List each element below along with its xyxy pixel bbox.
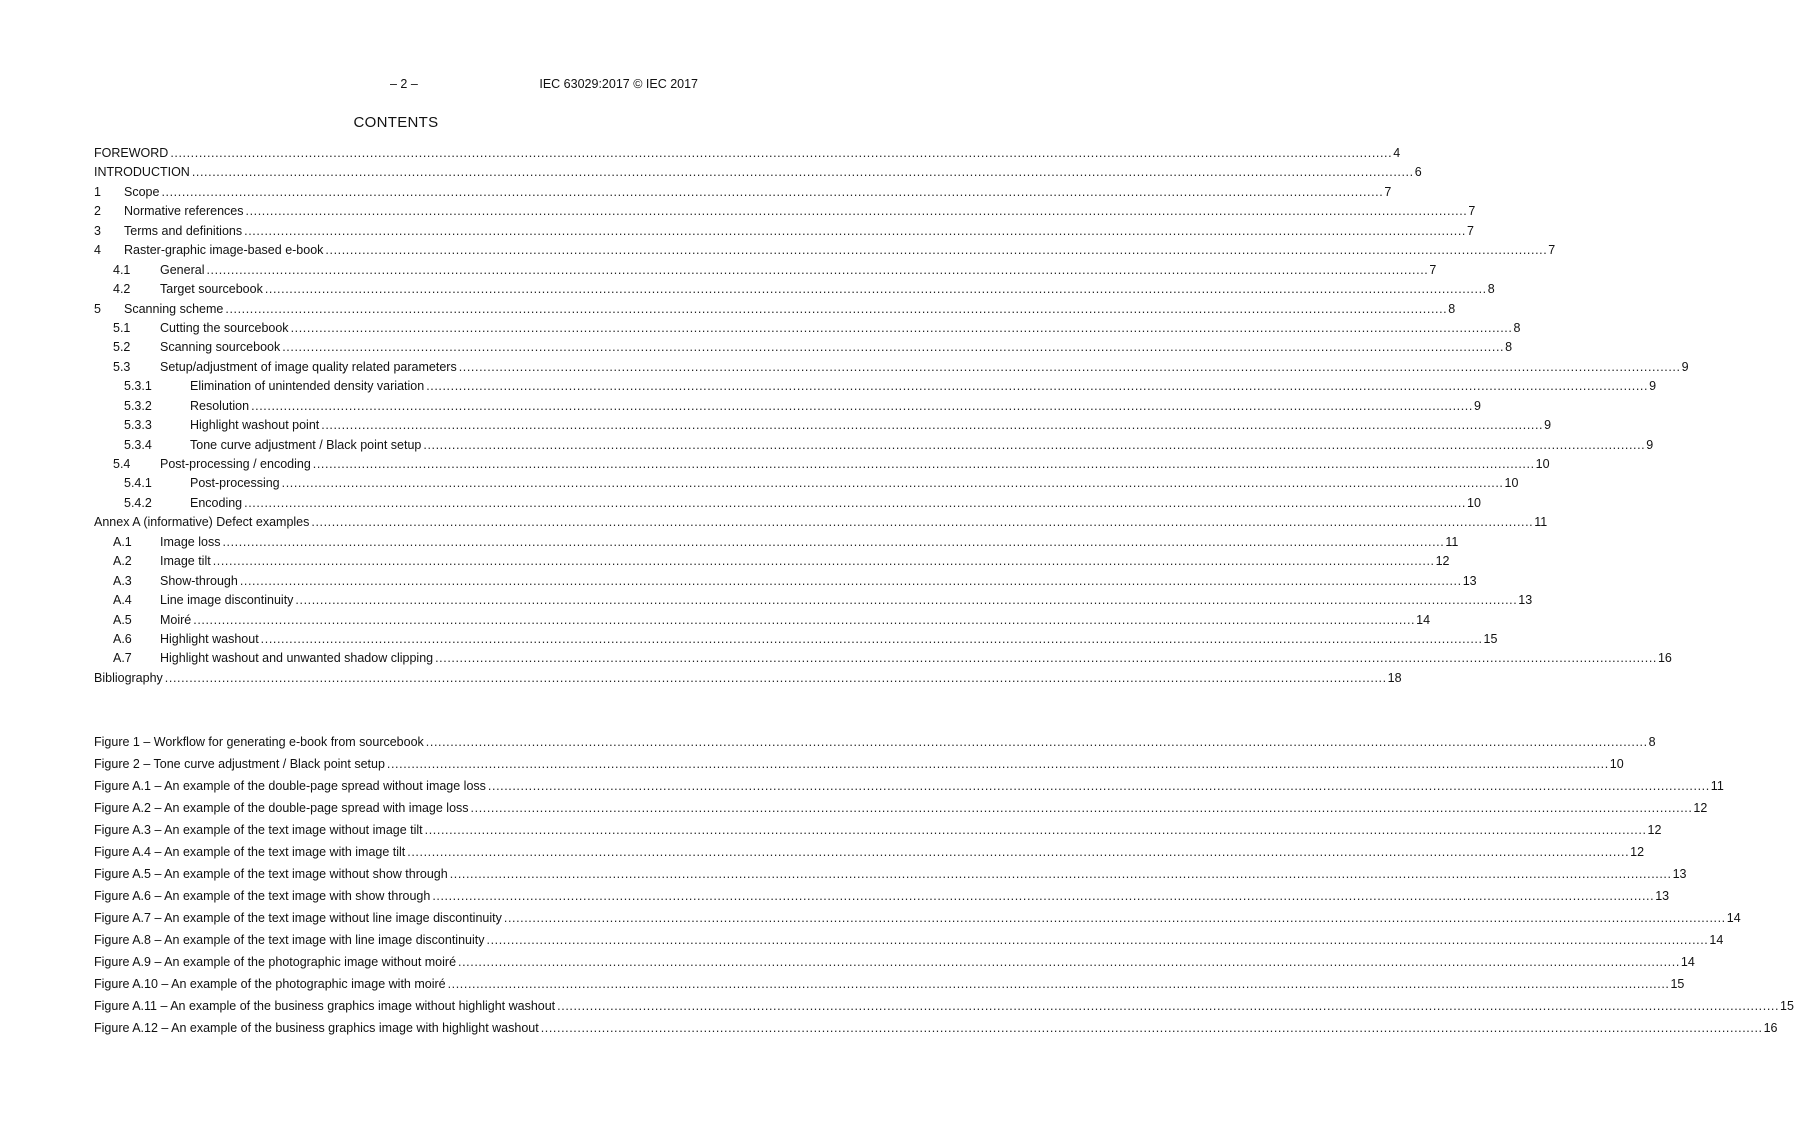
page-reference: 11	[1445, 534, 1459, 549]
dot-leader: ............................................................................................................................................................................................................................................................................................................	[458, 359, 1681, 374]
section-title: Target sourcebook	[160, 282, 263, 297]
dot-leader: ............................................................................................................................................................................................................................................................................................................	[540, 1021, 1763, 1035]
section-title: Image loss	[160, 534, 221, 549]
page-reference: 7	[1468, 204, 1476, 219]
toc-entry[interactable]	[94, 261, 1437, 280]
section-number: A.7	[113, 651, 132, 666]
dot-leader: ............................................................................................................................................................................................................................................................................................................	[311, 515, 1534, 530]
page-reference: 12	[1435, 554, 1450, 569]
figure-title: Figure A.12 – An example of the business graphics image with highlight washout	[94, 1021, 539, 1035]
page-reference: 13	[1672, 867, 1687, 881]
page-reference: 8	[1505, 340, 1513, 355]
page-reference: 12	[1630, 845, 1645, 859]
figure-entry[interactable]	[94, 885, 1670, 907]
toc-entry[interactable]	[94, 630, 1498, 649]
page-reference: 15	[1483, 631, 1498, 646]
section-title: Post-processing / encoding	[160, 457, 311, 471]
toc-entry[interactable]	[94, 163, 1422, 182]
page-reference: 9	[1646, 437, 1654, 452]
dot-leader: ............................................................................................................................................................................................................................................................................................................	[486, 933, 1709, 947]
figure-entry[interactable]	[94, 863, 1687, 885]
page-reference: 10	[1467, 495, 1481, 510]
section-title: Highlight washout point	[190, 418, 320, 433]
dot-leader: ............................................................................................................................................................................................................................................................................................................	[424, 823, 1647, 837]
page-reference: 8	[1648, 735, 1656, 749]
section-number: 5.4.1	[124, 476, 152, 491]
page-reference: 13	[1462, 573, 1477, 588]
section-title: Highlight washout	[160, 631, 259, 646]
section-title: Setup/adjustment of image quality related parameters	[160, 359, 457, 374]
page-reference: 10	[1609, 757, 1624, 771]
toc-entry[interactable]	[94, 455, 1550, 474]
section-number: 5.3.3	[124, 418, 152, 433]
toc-entry[interactable]	[94, 533, 1459, 552]
page-reference: 9	[1473, 398, 1481, 413]
page-reference: 8	[1513, 320, 1521, 335]
figure-title: Figure A.6 – An example of the text image with show through	[94, 889, 431, 903]
section-title: Moiré	[160, 612, 192, 627]
dot-leader: ............................................................................................................................................................................................................................................................................................................	[164, 670, 1387, 685]
section-number: 4.1	[113, 262, 131, 277]
section-title: Elimination of unintended density variation	[190, 379, 425, 394]
dot-leader: ............................................................................................................................................................................................................................................................................................................	[458, 955, 1680, 969]
page-header	[94, 77, 698, 93]
page-reference: 6	[1414, 165, 1422, 180]
toc-entry[interactable]	[94, 183, 1392, 202]
section-title: Normative references	[124, 204, 244, 219]
toc-entry[interactable]	[94, 611, 1431, 630]
figure-title: Figure A.5 – An example of the text image without show through	[94, 867, 448, 881]
page-reference: 9	[1649, 379, 1657, 394]
toc-entry[interactable]	[94, 358, 1689, 377]
page-reference: 9	[1544, 418, 1552, 433]
dot-leader: ............................................................................................................................................................................................................................................................................................................	[244, 223, 1466, 238]
figure-title: Figure A.3 – An example of the text image without image tilt	[94, 823, 423, 837]
section-title: Scope	[124, 184, 160, 199]
page-reference: 9	[1681, 359, 1689, 374]
dot-leader: ............................................................................................................................................................................................................................................................................................................	[325, 243, 1548, 258]
dot-leader: ............................................................................................................................................................................................................................................................................................................	[170, 146, 1393, 160]
page-reference: 8	[1487, 282, 1495, 297]
dot-leader: ............................................................................................................................................................................................................................................................................................................	[312, 457, 1535, 471]
page-reference: 15	[1670, 977, 1685, 991]
page-reference: 16	[1657, 651, 1672, 666]
toc-entry[interactable]	[94, 474, 1519, 493]
section-title: Tone curve adjustment / Black point setup	[190, 437, 422, 452]
page-reference: 4	[1393, 146, 1401, 160]
section-title: Highlight washout and unwanted shadow clipping	[160, 651, 434, 666]
dot-leader: ............................................................................................................................................................................................................................................................................................................	[212, 554, 1435, 569]
page-reference: 13	[1518, 593, 1533, 608]
page-reference: 14	[1726, 911, 1741, 925]
toc-entry[interactable]	[94, 222, 1474, 241]
page-reference: 13	[1655, 889, 1670, 903]
toc-entry[interactable]	[94, 649, 1672, 668]
toc-entry[interactable]	[94, 436, 1654, 455]
section-number: 5.3	[113, 359, 131, 374]
dot-leader: ............................................................................................................................................................................................................................................................................................................	[487, 779, 1710, 793]
section-number: 5.4.2	[124, 495, 152, 510]
figure-title: Figure A.2 – An example of the double-page spread with image loss	[94, 801, 469, 815]
section-title: Bibliography	[94, 670, 163, 685]
page-reference: 15	[1780, 999, 1794, 1013]
page-reference: 7	[1467, 223, 1474, 238]
figure-title: Figure 2 – Tone curve adjustment / Black point setup	[94, 757, 385, 771]
figure-entry[interactable]	[94, 731, 1656, 753]
dot-leader: ............................................................................................................................................................................................................................................................................................................	[251, 398, 1473, 413]
dot-leader: ............................................................................................................................................................................................................................................................................................................	[557, 999, 1780, 1013]
section-number: A.1	[113, 534, 132, 549]
page-reference: 7	[1384, 184, 1392, 199]
toc-entry[interactable]	[94, 591, 1533, 610]
section-number: 5.2	[113, 340, 131, 355]
page-reference: 12	[1647, 823, 1662, 837]
section-title: Image tilt	[160, 554, 211, 569]
figure-title: Figure A.7 – An example of the text image without line image discontinuity	[94, 911, 502, 925]
section-number: 5.4	[113, 457, 131, 471]
section-title: Post-processing	[190, 476, 280, 491]
dot-leader: ............................................................................................................................................................................................................................................................................................................	[244, 495, 1466, 510]
toc-entry[interactable]	[94, 144, 1401, 163]
section-number: 5.1	[113, 320, 131, 335]
figure-entry[interactable]	[94, 819, 1662, 841]
toc-entry[interactable]	[94, 669, 1402, 688]
dot-leader: ............................................................................................................................................................................................................................................................................................................	[281, 476, 1504, 491]
section-title: Scanning sourcebook	[160, 340, 281, 355]
section-number: 5	[94, 301, 101, 316]
section-title: Cutting the sourcebook	[160, 320, 289, 335]
copyright-notice: IEC 63029:2017 © IEC 2017	[539, 77, 698, 91]
list-of-figures	[94, 731, 1794, 1039]
section-number: 4	[94, 243, 101, 258]
toc-entry[interactable]	[94, 338, 1513, 357]
page-reference: 14	[1416, 612, 1431, 627]
figure-title: Figure 1 – Workflow for generating e-book from sourcebook	[94, 735, 424, 749]
section-number: 5.3.2	[124, 398, 152, 413]
toc-entry[interactable]	[94, 319, 1521, 338]
dot-leader: ............................................................................................................................................................................................................................................................................................................	[423, 437, 1646, 452]
page-reference: 7	[1429, 262, 1437, 277]
section-title: Resolution	[190, 398, 250, 413]
toc-entry[interactable]	[94, 280, 1495, 299]
page-reference: 18	[1387, 670, 1402, 685]
dot-leader: ............................................................................................................................................................................................................................................................................................................	[193, 612, 1416, 627]
figure-entry[interactable]	[94, 1017, 1778, 1039]
page-number: – 2 –	[390, 77, 418, 91]
section-number: A.2	[113, 554, 132, 569]
section-title: Line image discontinuity	[160, 593, 294, 608]
dot-leader: ............................................................................................................................................................................................................................................................................................................	[260, 631, 1483, 646]
toc-entry[interactable]	[94, 241, 1556, 260]
section-title: General	[160, 262, 205, 277]
section-number: A.6	[113, 631, 132, 646]
table-of-contents	[94, 144, 1689, 688]
figure-entry[interactable]	[94, 929, 1724, 951]
page-title: CONTENTS	[353, 114, 439, 131]
figure-title: Figure A.8 – An example of the text image with line image discontinuity	[94, 933, 485, 947]
dot-leader: ............................................................................................................................................................................................................................................................................................................	[264, 282, 1487, 297]
toc-entry[interactable]	[94, 300, 1456, 319]
dot-leader: ............................................................................................................................................................................................................................................................................................................	[290, 320, 1513, 335]
page-reference: 14	[1709, 933, 1724, 947]
dot-leader: ............................................................................................................................................................................................................................................................................................................	[503, 911, 1726, 925]
figure-entry[interactable]	[94, 775, 1724, 797]
dot-leader: ............................................................................................................................................................................................................................................................................................................	[282, 340, 1505, 355]
dot-leader: ............................................................................................................................................................................................................................................................................................................	[426, 379, 1649, 394]
page-reference: 10	[1535, 457, 1550, 471]
toc-entry[interactable]	[94, 416, 1552, 435]
section-title: Annex A (informative) Defect examples	[94, 515, 310, 530]
section-title: Scanning scheme	[124, 301, 224, 316]
figure-entry[interactable]	[94, 907, 1741, 929]
figure-title: Figure A.9 – An example of the photographic image without moiré	[94, 955, 457, 969]
figure-entry[interactable]	[94, 797, 1708, 819]
dot-leader: ............................................................................................................................................................................................................................................................................................................	[447, 977, 1670, 991]
dot-leader: ............................................................................................................................................................................................................................................................................................................	[206, 262, 1429, 277]
toc-entry[interactable]	[94, 494, 1481, 513]
toc-entry[interactable]	[94, 202, 1476, 221]
page-reference: 8	[1448, 301, 1456, 316]
toc-entry[interactable]	[94, 377, 1657, 396]
page-reference: 11	[1534, 515, 1548, 530]
dot-leader: ............................................................................................................................................................................................................................................................................................................	[245, 204, 1468, 219]
figure-entry[interactable]	[94, 753, 1624, 775]
toc-entry[interactable]	[94, 552, 1450, 571]
section-title: FOREWORD	[94, 146, 169, 160]
section-title: Terms and definitions	[124, 223, 243, 238]
section-number: 1	[94, 184, 101, 199]
figure-title: Figure A.4 – An example of the text image with image tilt	[94, 845, 406, 859]
figure-entry[interactable]	[94, 995, 1794, 1017]
page-reference: 11	[1710, 779, 1724, 793]
section-title: Raster-graphic image-based e-book	[124, 243, 324, 258]
dot-leader: ............................................................................................................................................................................................................................................................................................................	[435, 651, 1657, 666]
figure-entry[interactable]	[94, 841, 1645, 863]
figure-title: Figure A.1 – An example of the double-page spread without image loss	[94, 779, 486, 793]
dot-leader: ............................................................................................................................................................................................................................................................................................................	[191, 165, 1414, 180]
dot-leader: ............................................................................................................................................................................................................................................................................................................	[386, 757, 1609, 771]
dot-leader: ............................................................................................................................................................................................................................................................................................................	[295, 593, 1518, 608]
dot-leader: ............................................................................................................................................................................................................................................................................................................	[407, 845, 1630, 859]
section-number: 2	[94, 204, 101, 219]
figure-entry[interactable]	[94, 951, 1695, 973]
section-number: 3	[94, 223, 101, 238]
section-title: INTRODUCTION	[94, 165, 190, 180]
toc-entry[interactable]	[94, 513, 1548, 532]
dot-leader: ............................................................................................................................................................................................................................................................................................................	[321, 418, 1544, 433]
page-reference: 10	[1504, 476, 1519, 491]
dot-leader: ............................................................................................................................................................................................................................................................................................................	[161, 184, 1384, 199]
dot-leader: ............................................................................................................................................................................................................................................................................................................	[425, 735, 1648, 749]
toc-entry[interactable]	[94, 397, 1481, 416]
section-number: A.5	[113, 612, 132, 627]
page-reference: 12	[1693, 801, 1708, 815]
toc-entry[interactable]	[94, 572, 1477, 591]
section-number: 4.2	[113, 282, 131, 297]
figure-entry[interactable]	[94, 973, 1685, 995]
section-number: A.3	[113, 573, 132, 588]
figure-title: Figure A.10 – An example of the photographic image with moiré	[94, 977, 446, 991]
page-reference: 14	[1680, 955, 1695, 969]
figure-title: Figure A.11 – An example of the business graphics image without highlight washout	[94, 999, 556, 1013]
dot-leader: ............................................................................................................................................................................................................................................................................................................	[432, 889, 1655, 903]
page-reference: 7	[1548, 243, 1556, 258]
page-reference: 16	[1763, 1021, 1778, 1035]
section-title: Encoding	[190, 495, 243, 510]
section-number: 5.3.1	[124, 379, 152, 394]
dot-leader: ............................................................................................................................................................................................................................................................................................................	[239, 573, 1462, 588]
section-number: 5.3.4	[124, 437, 152, 452]
dot-leader: ............................................................................................................................................................................................................................................................................................................	[470, 801, 1693, 815]
dot-leader: ............................................................................................................................................................................................................................................................................................................	[449, 867, 1672, 881]
section-title: Show-through	[160, 573, 238, 588]
section-number: A.4	[113, 593, 132, 608]
dot-leader: ............................................................................................................................................................................................................................................................................................................	[225, 301, 1448, 316]
dot-leader: ............................................................................................................................................................................................................................................................................................................	[222, 534, 1445, 549]
